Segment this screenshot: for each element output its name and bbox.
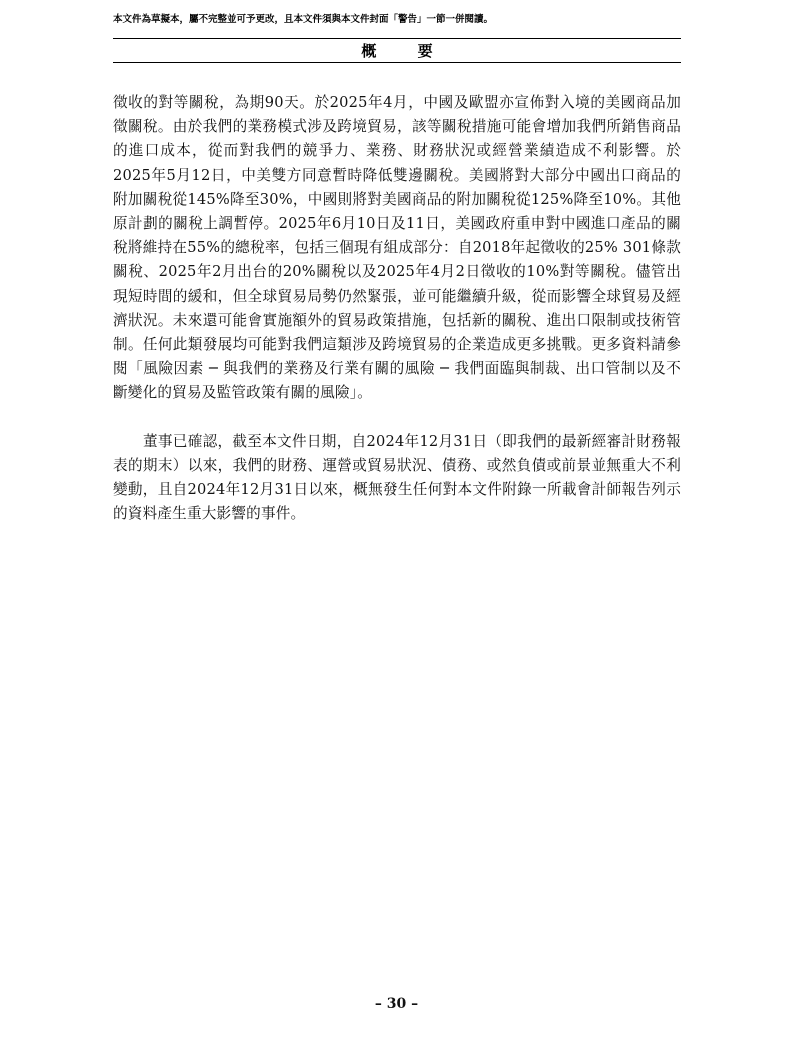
section-title: 概 要 [361, 42, 451, 60]
paragraph-directors-confirmation: 董事已確認，截至本文件日期，自2024年12月31日（即我們的最新經審計財務報表的期末）以來，我們的財務、運營或貿易狀況、債務、或然負債或前景並無重大不利變動，且自2024年12月31日以來，概無發生任何對本文件附錄一所載會計師報告列示的資料產生重大影響的事件。 [113, 432, 681, 523]
header-top-rule [113, 38, 681, 39]
page-number: – 30 – [374, 996, 419, 1012]
body-content [113, 91, 681, 526]
paragraph-tariffs: 徵收的對等關稅，為期90天。於2025年4月，中國及歐盟亦宣佈對入境的美國商品加徵關稅。由於我們的業務模式涉及跨境貿易，該等關稅措施可能會增加我們所銷售商品的進口成本，從而對我們的競爭力、業務、財務狀況或經營業績造成不利影響。於2025年5月12日，中美雙方同意暫時降低雙邊關稅。美國將對大部分中國出口商品的附加關稅從145%降至30%，中國則將對美國商品的附加關稅從125%降至10%。其他原計劃的關稅上調暫停。2025年6月10日及11日，美國政府重申對中國進口產品的關稅將維持在55%的總稅率，包括三個現有組成部分：自2018年起徵收的25% 301條款關稅、2025年2月出台的20%關稅以及2025年4月2日徵收的10%對等關稅。儘管出現短時間的緩和，但全球貿易局勢仍然緊張，並可能繼續升級，從而影響全球貿易及經濟狀況。未來還可能會實施額外的貿易政策措施，包括新的關稅、進出口限制或技術管制。任何此類發展均可能對我們這類涉及跨境貿易的企業造成更多挑戰。更多資料請參閱「風險因素 ─ 與我們的業務及行業有關的風險 ─ 我們面臨與制裁、出口管制以及不斷變化的貿易及監管政策有關的風險」。 [113, 94, 681, 402]
header-bottom-rule [113, 62, 681, 63]
draft-notice: 本文件為草擬本，屬不完整並可予更改，且本文件須與本文件封面「警告」一節一併閱讀。 [113, 14, 494, 25]
